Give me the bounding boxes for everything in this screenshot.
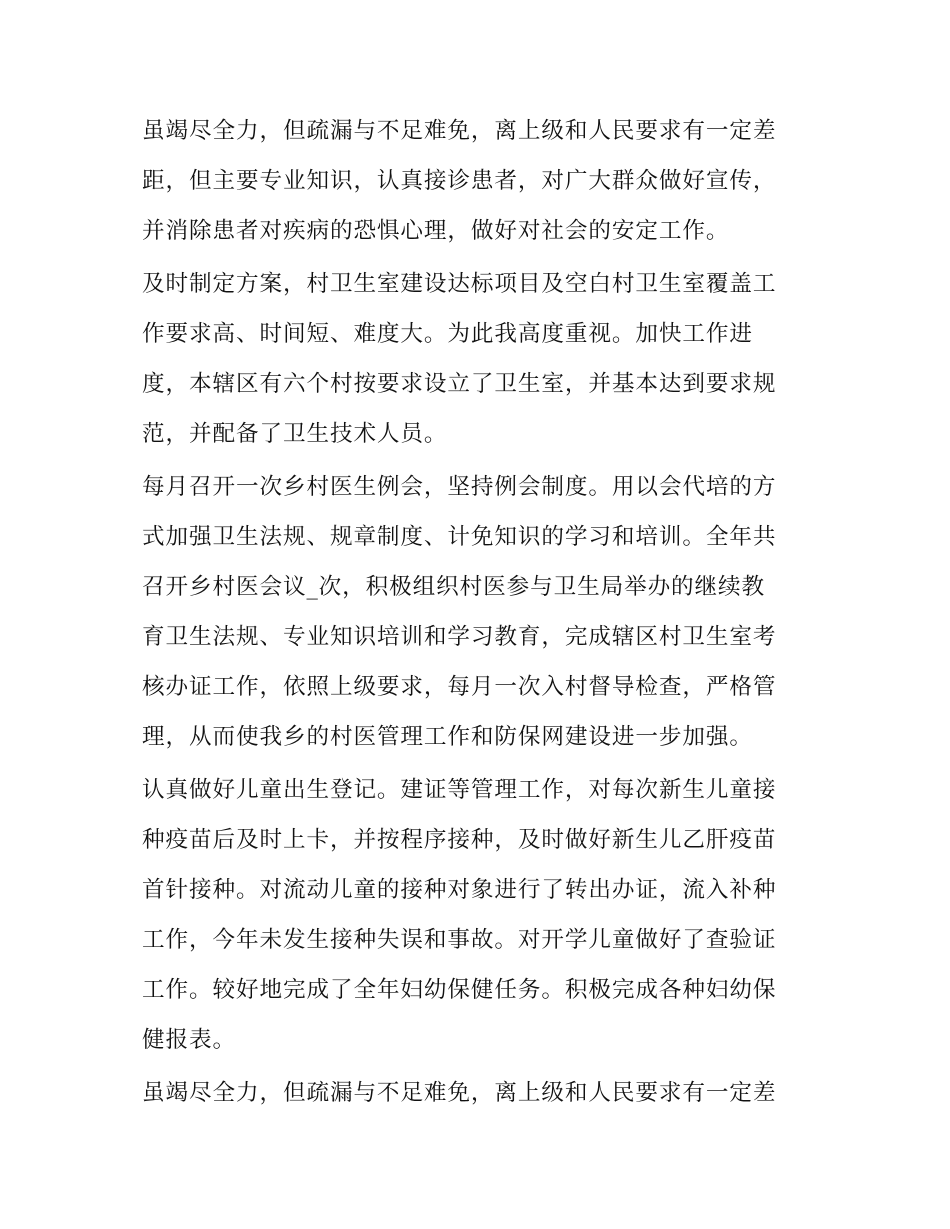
text-line: 范，并配备了卫生技术人员。 — [142, 421, 448, 447]
paragraph-work-summary-repeat — [142, 1068, 822, 1118]
paragraph-doctor-meetings — [142, 462, 822, 762]
text-line: 度，本辖区有六个村按要求设立了卫生室，并基本达到要求规 — [142, 371, 777, 397]
paragraph-clinic-construction — [142, 259, 822, 459]
text-line: 工作，今年未发生接种失误和事故。对开学儿童做好了查验证 — [142, 927, 777, 953]
text-line: 虽竭尽全力，但疏漏与不足难免，离上级和人民要求有一定差 — [142, 1080, 777, 1106]
text-line: 认真做好儿童出生登记。建证等管理工作，对每次新生儿童接 — [142, 777, 777, 803]
paragraph-work-summary — [142, 106, 822, 256]
paragraph-child-vaccination — [142, 765, 822, 1065]
text-line: 种疫苗后及时上卡，并按程序接种，及时做好新生儿乙肝疫苗 — [142, 827, 777, 853]
text-line: 工作。较好地完成了全年妇幼保健任务。积极完成各种妇幼保 — [142, 977, 777, 1003]
text-line: 核办证工作，依照上级要求，每月一次入村督导检查，严格管 — [142, 674, 777, 700]
document-body — [142, 106, 822, 1118]
text-line: 首针接种。对流动儿童的接种对象进行了转出办证，流入补种 — [142, 877, 777, 903]
text-line: 及时制定方案，村卫生室建设达标项目及空白村卫生室覆盖工 — [142, 271, 777, 297]
text-line: 并消除患者对疾病的恐惧心理，做好对社会的安定工作。 — [142, 218, 730, 244]
text-line: 距，但主要专业知识，认真接诊患者，对广大群众做好宣传， — [142, 168, 777, 194]
text-line: 理，从而使我乡的村医管理工作和防保网建设进一步加强。 — [142, 724, 753, 750]
text-line: 虽竭尽全力，但疏漏与不足难免，离上级和人民要求有一定差 — [142, 118, 777, 144]
text-line: 作要求高、时间短、难度大。为此我高度重视。加快工作进 — [142, 321, 753, 347]
text-line: 健报表。 — [142, 1027, 236, 1053]
text-line: 式加强卫生法规、规章制度、计免知识的学习和培训。全年共 — [142, 524, 777, 550]
text-line: 每月召开一次乡村医生例会，坚持例会制度。用以会代培的方 — [142, 474, 777, 500]
text-line: 育卫生法规、专业知识培训和学习教育，完成辖区村卫生室考 — [142, 624, 777, 650]
text-line: 召开乡村医会议_次，积极组织村医参与卫生局举办的继续教 — [142, 574, 766, 600]
